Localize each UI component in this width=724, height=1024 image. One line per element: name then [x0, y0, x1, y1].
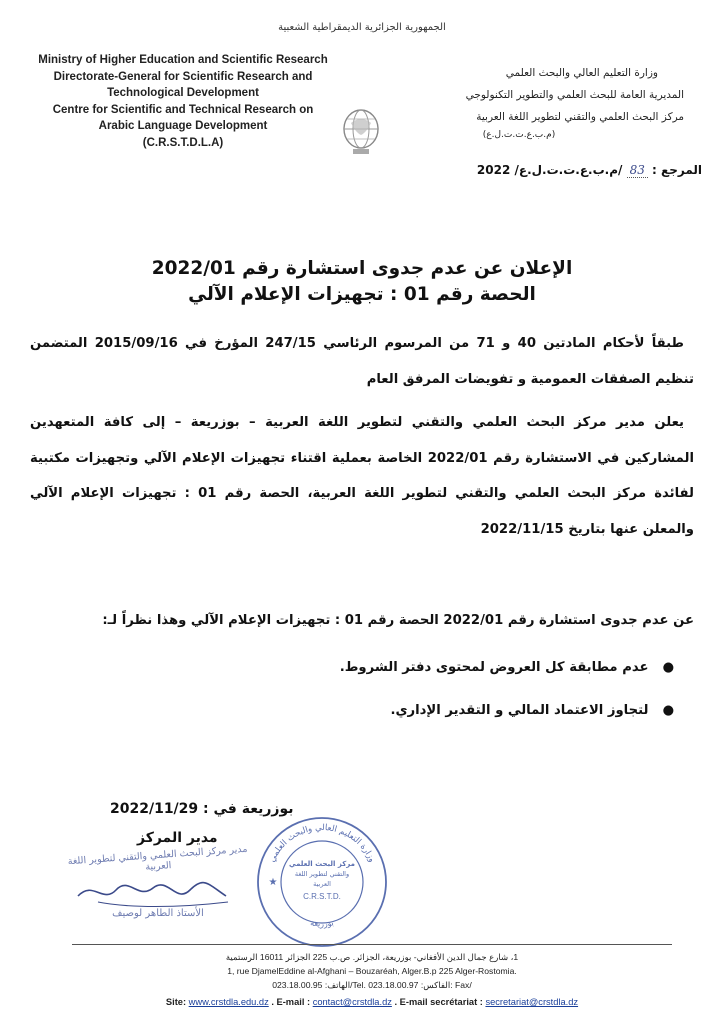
acronym-en: (C.R.S.T.D.L.A): [142, 136, 224, 149]
seal-star-icon: ★: [268, 877, 278, 888]
english-header: [38, 52, 328, 151]
centre-ar: مركز البحث العلمي والتقني لتطوير اللغة العربية: [476, 111, 684, 123]
website-link[interactable]: www.crstdla.edu.dz: [188, 997, 269, 1007]
footer-address-fr: 1, rue DjamelEddine al-Afghani – Bouzaréah, Alger.B.p 225 Alger-Rostomia.: [227, 966, 517, 976]
reference-label: المرجع :: [652, 163, 702, 177]
title-line-1: الإعلان عن عدم جدوى استشارة رقم 2022/01: [151, 258, 573, 279]
centre-logo-icon: [338, 105, 384, 157]
list-item: ●عدم مطابقة كل العروض لمحتوى دفتر الشروط.: [339, 660, 674, 675]
handwritten-signature: [58, 843, 258, 928]
seal-bottom-text: بوزريعة: [309, 918, 335, 929]
svg-text:بوزريعة: [309, 918, 334, 928]
seal-outer-text: وزارة التعليم العالي والبحث العلمي: [267, 822, 377, 864]
ministry-en: Ministry of Higher Education and Scientific Research: [38, 54, 328, 66]
footer-address-ar: 1، شارع جمال الدين الأفغاني- بوزريعة، الجزائر. ص.ب 225 الجزائر 16011 الرستمية: [225, 952, 519, 962]
footer-contacts: Site: www.crstdla.edu.dz . E-mail : contact@crstdla.dz . E-mail secrétariat : secretariat@crstdla.dz: [165, 997, 579, 1007]
footer: [62, 950, 682, 1009]
body-paragraph-1: طبقاً لأحكام المادتين 40 و 71 من المرسوم الرئاسي 247/15 المؤرخ في 2015/09/16 المتضمن تنظيم الصفقات العمومية و تفويضات المرفق العام: [30, 336, 694, 387]
arabic-header: [414, 62, 684, 142]
reference-number: 83: [627, 163, 648, 178]
signatory-title: مدير المركز: [137, 830, 218, 846]
signature-date: بوزريعة في : 2022/11/29: [110, 801, 294, 817]
seal-code: C.R.S.T.D.: [303, 892, 341, 901]
seal-inner-line-1: مركز البحث العلمي: [289, 860, 355, 868]
title-line-2: الحصة رقم 01 : تجهيزات الإعلام الآلي: [188, 284, 536, 305]
announcement-title: [0, 256, 724, 308]
body-paragraph-2: يعلن مدير مركز البحث العلمي والتقني لتطوير اللغة العربية – بوزريعة – إلى كافة المتعهدين المشاركين في الاستشارة رقم 2022/01 الخاصة بعملية اقتناء تجهيزات الإعلام الآلي وتجهيزات مكتبية لفائدة مركز البحث العلمي والتقني لتطوير اللغة العربية، الحصة رقم 01 : تجهيزات الإعلام الآلي والمعلن عنها بتاريخ 2022/11/15: [30, 415, 694, 537]
seal-inner-line-2: والتقني لتطوير اللغة: [294, 870, 350, 878]
seal-inner-line-3: العربية: [313, 880, 331, 888]
reference-line: [477, 163, 702, 177]
announcement-body: [30, 326, 694, 547]
list-item: ●لتجاوز الاعتماد المالي و التقدير الإداري.: [390, 703, 674, 718]
closing-statement: عن عدم جدوى استشارة رقم 2022/01 الحصة رقم 01 : تجهيزات الإعلام الآلي وهذا نظراً لـ:: [102, 613, 694, 628]
footer-divider: [72, 944, 672, 945]
ministry-ar: وزارة التعليم العالي والبحث العلمي: [505, 67, 658, 79]
signatory-name: الأستاذ الطاهر لوصيف: [112, 908, 204, 919]
directorate-ar: المديرية العامة للبحث العلمي والتطوير التكنولوجي: [465, 89, 684, 101]
reference-code: /م.ب.ع.ت.ت.ل.ع/ 2022: [476, 163, 623, 177]
acronym-ar: (م.ب.ع.ت.ت.ل.ع): [482, 130, 556, 140]
svg-text:وزارة التعليم العالي والبحث ال: [267, 823, 376, 864]
republic-header: الجمهورية الجزائرية الديمقراطية الشعبية: [278, 22, 446, 33]
footer-phone-fax: الهاتف: 023.18.00.95/Tel. الفاكس: 023.18.00.97: Fax/: [272, 980, 472, 990]
reasons-list: [174, 660, 674, 746]
signature-stamp-text: مدير مركز البحث العلمي والتقني لتطوير اللغة العربية: [67, 843, 248, 873]
centre-en: Centre for Scientific and Technical Research on Arabic Language Development: [52, 103, 314, 132]
contact-email-link[interactable]: contact@crstdla.dz: [312, 997, 392, 1007]
secretariat-email-link[interactable]: secretariat@crstdla.dz: [485, 997, 579, 1007]
official-seal: [252, 812, 392, 952]
directorate-en: Directorate-General for Scientific Research and Technological Development: [53, 70, 313, 99]
